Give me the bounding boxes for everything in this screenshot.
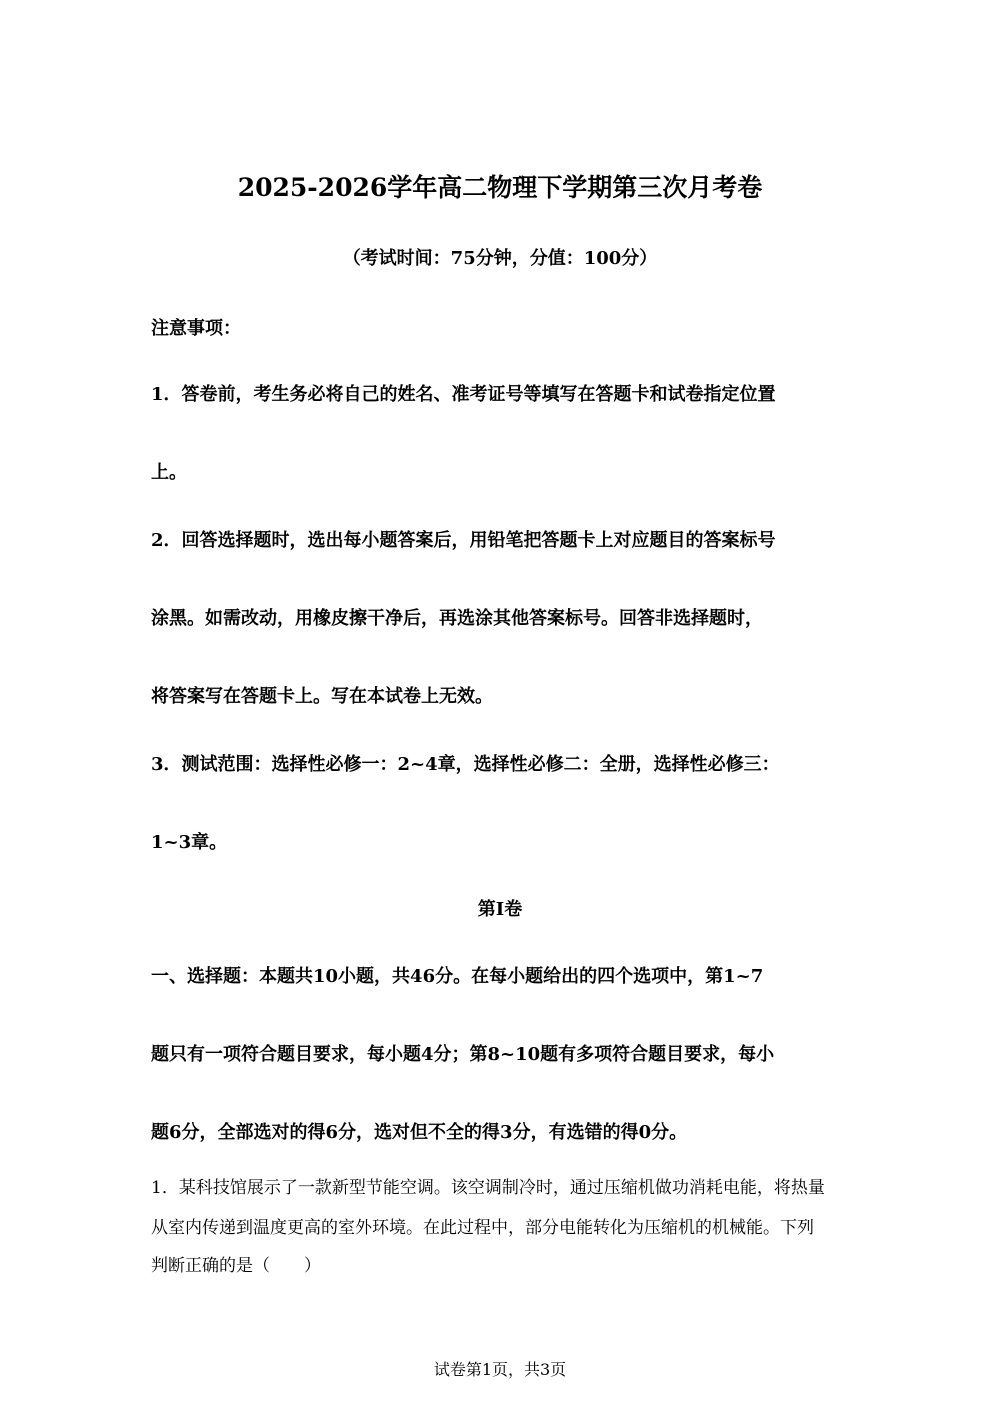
notice-line: 涂黑。如需改动，用橡皮擦干净后，再选涂其他答案标号。回答非选择题时， <box>151 608 763 629</box>
exam-subtitle: （考试时间：75分钟，分值：100分） <box>342 248 658 269</box>
section-instruction-line: 一、选择题：本题共10小题，共46分。在每小题给出的四个选项中，第1~7 <box>151 966 764 987</box>
volume-heading: 第Ⅰ卷 <box>477 899 523 920</box>
section-instruction-line: 题只有一项符合题目要求，每小题4分；第8~10题有多项符合题目要求，每小 <box>151 1044 775 1065</box>
notice-line: 1．答卷前，考生务必将自己的姓名、准考证号等填写在答题卡和试卷指定位置 <box>151 384 776 405</box>
notice-line: 1~3章。 <box>151 832 228 853</box>
question-1-line: 判断正确的是（ ） <box>151 1256 321 1276</box>
notice-line: 3．测试范围：选择性必修一：2~4章，选择性必修二：全册，选择性必修三： <box>151 754 780 775</box>
exam-title: 2025-2026学年高二物理下学期第三次月考卷 <box>237 173 763 202</box>
page-footer: 试卷第1页，共3页 <box>433 1360 567 1379</box>
notice-line: 2．回答选择题时，选出每小题答案后，用铅笔把答题卡上对应题目的答案标号 <box>151 530 776 551</box>
notice-heading: 注意事项： <box>151 318 241 339</box>
notice-line: 上。 <box>151 462 187 483</box>
notice-line: 将答案写在答题卡上。写在本试卷上无效。 <box>151 686 493 707</box>
question-1-line: 从室内传递到温度更高的室外环境。在此过程中，部分电能转化为压缩机的机械能。下列 <box>151 1218 814 1238</box>
section-instruction-line: 题6分，全部选对的得6分，选对但不全的得3分，有选错的得0分。 <box>151 1122 688 1143</box>
question-1-line: 1．某科技馆展示了一款新型节能空调。该空调制冷时，通过压缩机做功消耗电能，将热量 <box>151 1178 825 1198</box>
